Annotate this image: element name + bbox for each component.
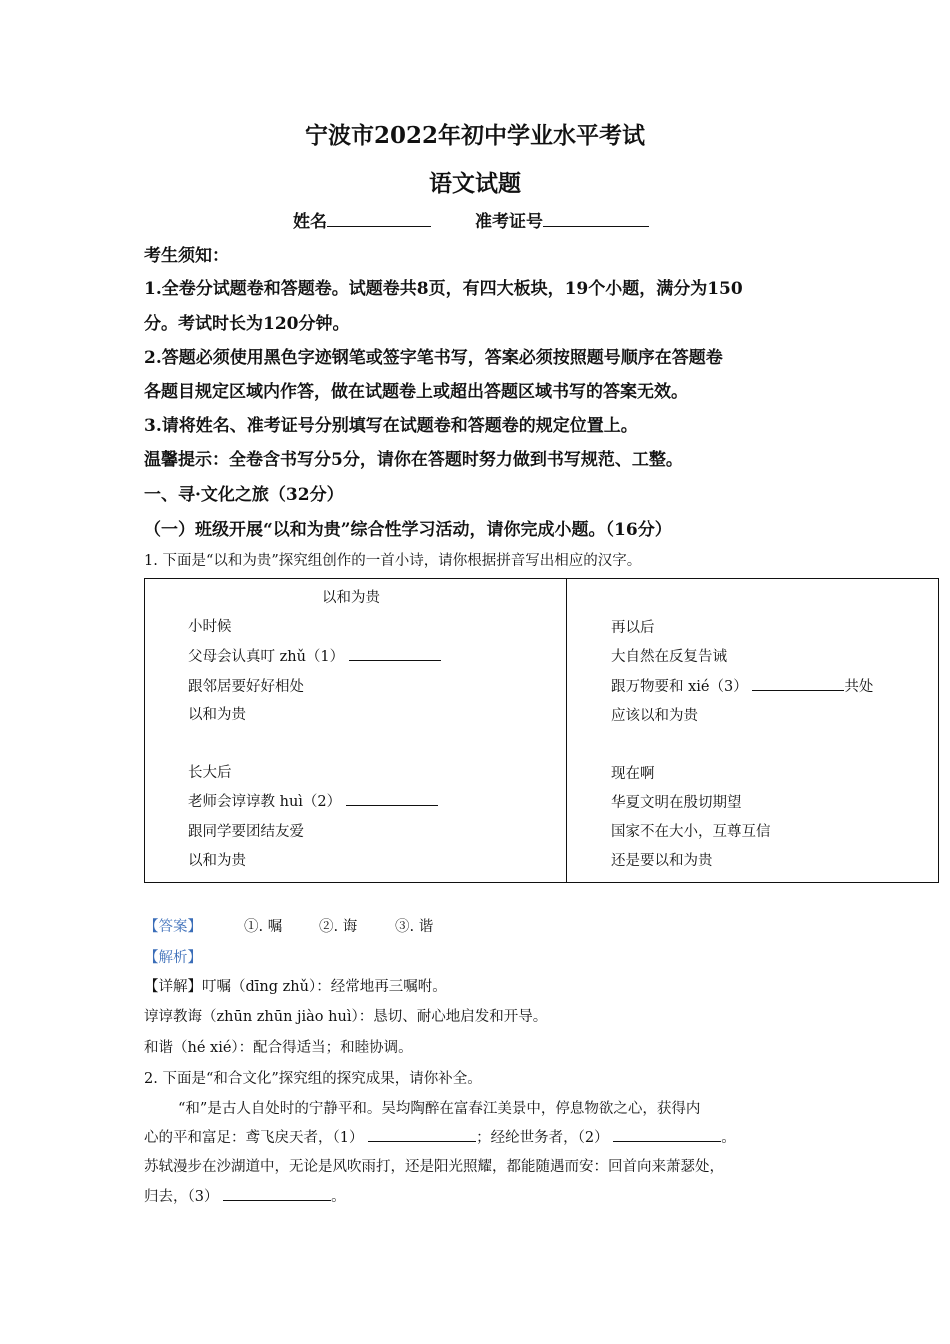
blank-q2-1 [368,1127,476,1142]
notice-line-3: 3.请将姓名、准考证号分别填写在试题卷和答题卷的规定位置上。 [144,416,638,436]
answer-3: ③. 谐 [395,919,434,935]
poem-left-line-3: 跟邻居要好好相处 [188,679,304,695]
notice-heading: 考生须知： [144,246,229,266]
notice-line-1a: 1.全卷分试题卷和答题卷。试题卷共8页，有四大板块，19个小题，满分为150 [144,279,743,299]
poem-right-line-6: 华夏文明在殷切期望 [611,795,742,811]
q2-para-line-2: 心的平和富足：鸢飞戾天者，（1） ；经纶世务者，（2） 。 [144,1126,736,1147]
detail-line-3: 和谐（hé xié）：配合得适当；和睦协调。 [144,1040,413,1056]
poem-table-divider [566,578,567,883]
poem-right-line-1: 再以后 [611,620,655,636]
exam-title: 宁波市2022年初中学业水平考试 [304,122,645,149]
answer-1: ①. 嘱 [244,919,283,935]
blank-q2-3 [223,1186,331,1201]
analysis-label: 【解析】 [144,950,202,966]
detail-line-1: 【详解】叮嘱（dīng zhǔ）：经常地再三嘱咐。 [144,979,447,995]
name-label: 姓名 [293,212,327,232]
poem-left-line-1: 小时候 [188,619,232,635]
poem-right-line-5: 现在啊 [611,766,655,782]
notice-tip: 温馨提示：全卷含书写分5分，请你在答题时努力做到书写规范、工整。 [144,450,683,470]
poem-left-line-4: 以和为贵 [188,707,246,723]
detail-line-2: 谆谆教诲（zhūn zhūn jiào huì）：恳切、耐心地启发和开导。 [144,1009,548,1025]
poem-left-line-8: 以和为贵 [188,853,246,869]
poem-left-line-7: 跟同学要团结友爱 [188,824,304,840]
poem-right-line-3: 跟万物要和 xié（3） 共处 [611,675,873,696]
q2-para-line-1: “和”是古人自处时的宁静平和。吴均陶醉在富春江美景中，停息物欲之心，获得内 [178,1101,701,1117]
q2-para-line-4: 归去，（3） 。 [144,1185,346,1206]
blank-3 [752,676,844,691]
q2-prompt: 2. 下面是“和合文化”探究组的探究成果，请你补全。 [144,1071,482,1087]
notice-line-1b: 分。考试时长为120分钟。 [144,314,350,334]
q1-prompt: 1. 下面是“以和为贵”探究组创作的一首小诗，请你根据拼音写出相应的汉字。 [144,553,642,569]
answer-label: 【答案】 [144,919,202,935]
poem-left-line-2: 父母会认真叮 zhǔ（1） [188,645,441,666]
subsection-heading: （一）班级开展“以和为贵”综合性学习活动，请你完成小题。（16分） [144,520,672,540]
id-label: 准考证号 [475,212,543,232]
section-heading: 一、寻·文化之旅（32分） [144,485,344,505]
answer-2: ②. 诲 [319,919,358,935]
notice-line-2b: 各题目规定区域内作答，做在试题卷上或超出答题区域书写的答案无效。 [144,382,688,402]
notice-line-2a: 2.答题必须使用黑色字迹钢笔或签字笔书写，答案必须按照题号顺序在答题卷 [144,348,723,368]
poem-right-line-4: 应该以和为贵 [611,708,698,724]
blank-q2-2 [613,1127,721,1142]
poem-title: 以和为贵 [322,590,380,606]
poem-right-line-8: 还是要以和为贵 [611,853,713,869]
blank-1 [349,646,441,661]
poem-right-line-2: 大自然在反复告诫 [611,649,727,665]
id-blank [543,212,649,227]
name-field [293,207,431,232]
name-blank [327,212,431,227]
poem-left-line-6: 老师会谆谆教 huì（2） [188,790,438,811]
poem-right-line-7: 国家不在大小，互尊互信 [611,824,771,840]
q2-para-line-3: 苏轼漫步在沙湖道中，无论是风吹雨打，还是阳光照耀，都能随遇而安：回首向来萧瑟处， [144,1159,724,1175]
blank-2 [346,791,438,806]
exam-subtitle: 语文试题 [429,170,521,197]
id-field [475,207,649,232]
poem-left-line-5: 长大后 [188,765,232,781]
